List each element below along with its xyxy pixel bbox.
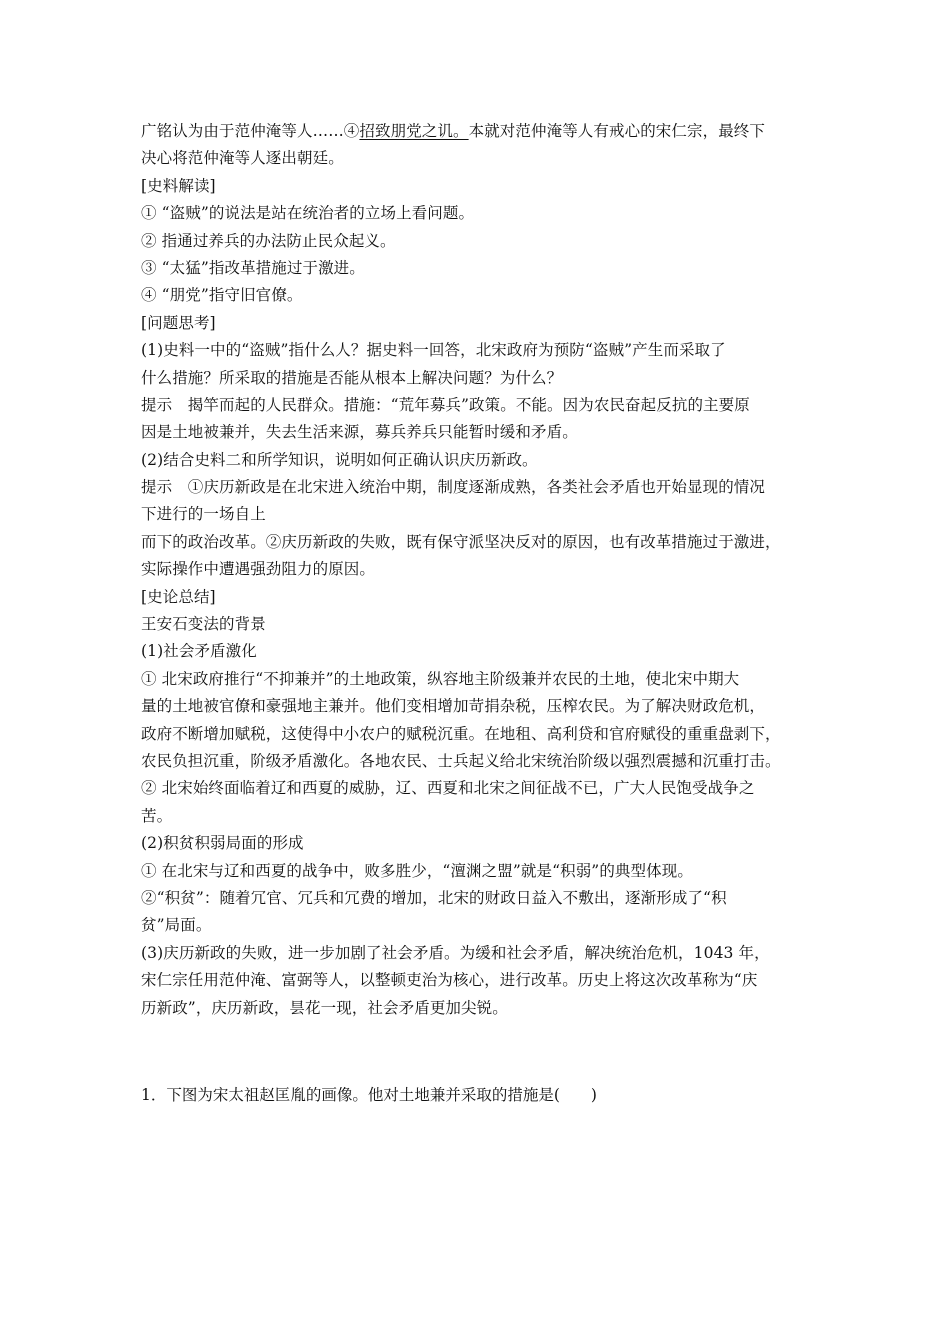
section-heading: [问题思考] (141, 313, 216, 332)
text-line: 量的土地被官僚和豪强地主兼并。他们变相增加苛捐杂税，压榨农民。为了解决财政危机， (141, 697, 766, 716)
text-line: (3)庆历新政的失败，进一步加剧了社会矛盾。为缓和社会矛盾，解决统治危机，1043 年， (141, 943, 770, 962)
text-line: ② 北宋始终面临着辽和西夏的威胁，辽、西夏和北宋之间征战不已，广大人民饱受战争之 (141, 779, 755, 798)
text-line: ③ “太猛”指改革措施过于激进。 (141, 258, 365, 277)
document-body (141, 118, 825, 1022)
section-heading: [史料解读] (141, 176, 216, 195)
text-line: (2)积贫积弱局面的形成 (141, 834, 304, 853)
question-item: 1．下图为宋太祖赵匡胤的画像。他对土地兼并采取的措施是( ) (141, 1086, 597, 1104)
text-line: 而下的政治改革。②庆历新政的失败，既有保守派坚决反对的原因，也有改革措施过于激进， (141, 532, 781, 551)
text-segment: 广铭认为由于范仲淹等人……④ (141, 122, 360, 140)
text-line: 什么措施？所采取的措施是否能从根本上解决问题？为什么？ (141, 368, 563, 387)
text-line: 王安石变法的背景 (141, 615, 266, 634)
text-line: ② 指通过养兵的办法防止民众起义。 (141, 231, 396, 250)
text-line: 因是土地被兼并，失去生活来源，募兵养兵只能暂时缓和矛盾。 (141, 423, 578, 442)
text-line (141, 118, 825, 145)
text-line: (2)结合史料二和所学知识，说明如何正确认识庆历新政。 (141, 450, 538, 469)
text-line: ④ “朋党”指守旧官僚。 (141, 286, 303, 305)
text-line: ① 北宋政府推行“不抑兼并”的土地政策，纵容地主阶级兼并农民的土地，使北宋中期大 (141, 669, 740, 688)
text-line: (1)史料一中的“盗贼”指什么人？据史料一回答，北宋政府为预防“盗贼”产生而采取了 (141, 341, 726, 360)
text-line: 历新政”，庆历新政，昙花一现，社会矛盾更加尖锐。 (141, 998, 508, 1017)
text-line: ②“积贫”：随着冗官、冗兵和冗费的增加，北宋的财政日益入不敷出，逐渐形成了“积 (141, 888, 727, 907)
text-line: 提示 揭竿而起的人民群众。措施：“荒年募兵”政策。不能。因为农民奋起反抗的主要原 (141, 395, 750, 414)
text-line: 政府不断增加赋税，这使得中小农户的赋税沉重。在地租、高利贷和官府赋役的重重盘剥下， (141, 724, 781, 743)
text-line: 实际操作中遭遇强劲阻力的原因。 (141, 560, 376, 579)
text-line: 提示 ①庆历新政是在北宋进入统治中期，制度逐渐成熟，各类社会矛盾也开始显现的情况 (141, 478, 766, 497)
text-segment: 本就对范仲淹等人有戒心的宋仁宗，最终下 (468, 122, 766, 140)
text-line: 决心将范仲淹等人逐出朝廷。 (141, 149, 344, 168)
section-heading: [史论总结] (141, 587, 216, 606)
underlined-text: 招致朋党之讥。 (359, 122, 469, 140)
text-line: 贫”局面。 (141, 916, 212, 935)
text-line: ① 在北宋与辽和西夏的战争中，败多胜少，“澶渊之盟”就是“积弱”的典型体现。 (141, 861, 693, 880)
text-line: (1)社会矛盾激化 (141, 642, 257, 661)
text-line: 宋仁宗任用范仲淹、富弼等人，以整顿吏治为核心，进行改革。历史上将这次改革称为“庆 (141, 971, 758, 990)
text-line: 苦。 (141, 806, 173, 825)
text-line: 下进行的一场自上 (141, 505, 266, 524)
text-line: ① “盗贼”的说法是站在统治者的立场上看问题。 (141, 204, 475, 223)
text-line: 农民负担沉重，阶级矛盾激化。各地农民、士兵起义给北宋统治阶级以强烈震撼和沉重打击。 (141, 751, 781, 770)
